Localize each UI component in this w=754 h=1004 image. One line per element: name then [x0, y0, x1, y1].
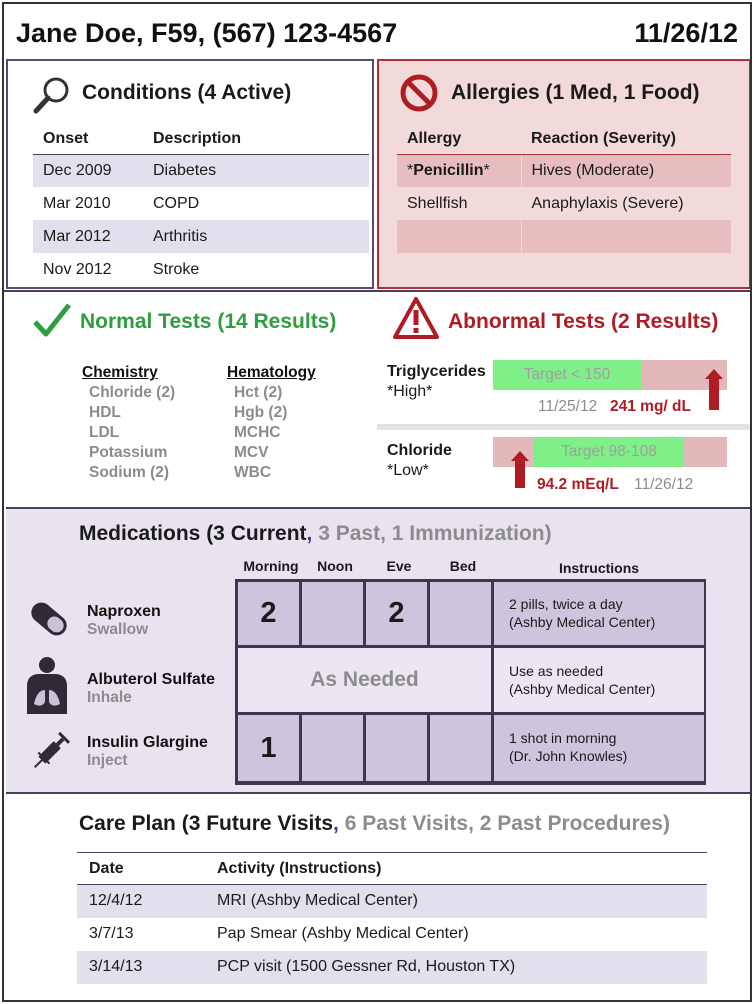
care-plan-title	[79, 812, 670, 836]
medication-schedule-grid	[235, 579, 706, 785]
dose-cell[interactable]	[430, 582, 491, 645]
care-plan-table	[77, 852, 707, 984]
divider	[377, 424, 752, 430]
magnifier-icon	[32, 75, 72, 115]
warning-icon	[392, 296, 440, 340]
test-item[interactable]: Hgb (2)	[234, 404, 288, 421]
col-description: Description	[143, 124, 369, 154]
table-row[interactable]	[33, 220, 369, 253]
reaction-cell: Hives (Moderate)	[521, 154, 731, 187]
test-flag: *Low*	[387, 462, 429, 479]
dose-cell[interactable]: 2	[366, 582, 427, 645]
title-main: Medications (3 Current	[79, 522, 307, 545]
value-marker	[515, 460, 525, 488]
range-bar	[493, 360, 727, 390]
allergies-table	[397, 124, 731, 253]
lungs-icon	[24, 656, 70, 714]
instruction-line: Use as needed	[509, 663, 604, 679]
col-activity: Activity (Instructions)	[205, 853, 707, 885]
prohibited-icon	[399, 73, 439, 113]
medication-insulin[interactable]	[87, 734, 208, 770]
table-row[interactable]	[33, 154, 369, 187]
instructions-cell	[494, 582, 704, 645]
date-cell: 3/14/13	[77, 951, 205, 984]
col-date: Date	[77, 853, 205, 885]
dose-cell[interactable]	[366, 715, 427, 781]
chemistry-list	[82, 363, 175, 483]
allergy-name: Penicillin	[413, 161, 484, 179]
onset-cell: Dec 2009	[33, 154, 143, 187]
allergies-title: Allergies (1 Med, 1 Food)	[451, 81, 700, 104]
activity-cell: Pap Smear (Ashby Medical Center)	[217, 925, 469, 942]
medication-name: Naproxen	[87, 603, 161, 620]
description-cell: Diabetes	[143, 154, 369, 187]
onset-cell: Mar 2012	[33, 220, 143, 253]
description-cell: Arthritis	[143, 220, 369, 253]
instructions-cell	[494, 648, 704, 712]
test-item[interactable]: LDL	[89, 424, 120, 441]
medication-name: Insulin Glargine	[87, 734, 208, 751]
onset-cell: Nov 2012	[43, 260, 112, 278]
onset-cell: Mar 2010	[43, 194, 111, 212]
col-reaction: Reaction (Severity)	[521, 124, 731, 154]
col-onset: Onset	[33, 124, 143, 154]
reaction-cell: Anaphylaxis (Severe)	[521, 187, 731, 220]
description-cell: COPD	[153, 194, 200, 212]
instructions-cell	[494, 715, 704, 781]
dose-cell[interactable]	[302, 582, 363, 645]
date-cell: 12/4/12	[77, 885, 205, 918]
syringe-icon	[26, 726, 76, 776]
table-row[interactable]	[33, 187, 369, 220]
dose-cell[interactable]	[302, 715, 363, 781]
medication-naproxen[interactable]	[87, 603, 161, 639]
chemistry-heading: Chemistry	[82, 364, 158, 381]
test-name: Chloride	[387, 442, 452, 459]
instruction-line: (Dr. John Knowles)	[509, 748, 628, 764]
emphasis-mark: *	[407, 161, 414, 179]
col-bed: Bed	[449, 558, 477, 574]
test-item[interactable]: Sodium (2)	[89, 464, 170, 481]
pill-icon	[24, 594, 74, 644]
test-item[interactable]: Hct (2)	[234, 384, 283, 401]
abnormal-test-triglycerides[interactable]	[387, 362, 486, 402]
medication-route: Swallow	[87, 621, 149, 638]
title-comma: ,	[306, 522, 313, 545]
abnormal-tests-title: Abnormal Tests (2 Results)	[448, 310, 719, 333]
as-needed-cell[interactable]: As Needed	[238, 648, 491, 712]
test-item[interactable]: HDL	[89, 404, 121, 421]
target-range: Target < 150	[493, 360, 641, 390]
medication-name: Albuterol Sulfate	[87, 671, 216, 688]
medication-route: Inhale	[87, 689, 132, 706]
emphasis-mark: *	[483, 161, 490, 179]
test-item[interactable]: MCHC	[234, 424, 281, 441]
title-main: Care Plan (3 Future Visits	[79, 812, 334, 835]
table-row[interactable]	[77, 918, 707, 951]
dose-cell[interactable]: 2	[238, 582, 299, 645]
dose-cell[interactable]: 1	[238, 715, 299, 781]
conditions-title: Conditions (4 Active)	[82, 81, 292, 104]
medication-albuterol[interactable]	[87, 671, 215, 707]
table-row[interactable]	[397, 187, 731, 220]
abnormal-test-chloride[interactable]	[387, 441, 452, 481]
checkmark-icon	[32, 302, 72, 338]
patient-header: Jane Doe, F59, (567) 123-4567	[16, 18, 398, 48]
col-eve: Eve	[386, 558, 412, 574]
normal-tests-title: Normal Tests (14 Results)	[80, 310, 337, 333]
table-row-empty	[397, 220, 731, 253]
test-item[interactable]: Potassium	[89, 444, 168, 461]
instruction-line: (Ashby Medical Center)	[509, 681, 656, 697]
col-allergy: Allergy	[397, 124, 521, 154]
value-marker	[709, 378, 719, 410]
conditions-table	[33, 124, 369, 286]
medication-route: Inject	[87, 752, 128, 769]
instruction-line: 1 shot in morning	[509, 730, 617, 746]
test-item[interactable]: Chloride (2)	[89, 384, 176, 401]
divider	[4, 290, 752, 292]
col-morning: Morning	[243, 558, 299, 574]
description-cell: Stroke	[153, 260, 200, 278]
test-item[interactable]: MCV	[234, 444, 269, 461]
medications-title	[79, 522, 552, 546]
title-comma: ,	[333, 812, 339, 835]
test-name: Triglycerides	[387, 363, 486, 380]
title-rest: 6 Past Visits, 2 Past Procedures)	[338, 812, 670, 835]
summary-date: 11/26/12	[634, 18, 738, 48]
test-date: 11/26/12	[634, 476, 694, 493]
table-row[interactable]	[33, 253, 369, 286]
instruction-line: 2 pills, twice a day	[509, 596, 623, 612]
conditions-panel	[6, 59, 374, 289]
test-value: 241 mg/ dL	[610, 398, 691, 415]
allergy-cell	[397, 154, 521, 187]
activity-cell: MRI (Ashby Medical Center)	[205, 885, 707, 918]
table-row[interactable]	[77, 885, 707, 918]
patient-summary	[2, 2, 752, 1002]
target-range: Target 98-108	[534, 437, 684, 467]
table-row[interactable]	[77, 951, 707, 984]
test-item[interactable]: WBC	[234, 464, 272, 481]
col-instructions: Instructions	[558, 560, 640, 576]
allergies-panel	[377, 59, 751, 289]
dose-cell[interactable]	[430, 715, 491, 781]
hematology-list	[227, 363, 316, 483]
test-flag: *High*	[387, 383, 433, 400]
test-value: 94.2 mEq/L	[537, 476, 619, 493]
allergy-name: Shellfish	[407, 194, 468, 212]
allergy-cell	[397, 187, 521, 220]
table-row[interactable]	[397, 154, 731, 187]
hematology-heading: Hematology	[227, 364, 316, 381]
date-cell: 3/7/13	[89, 925, 134, 942]
col-noon: Noon	[317, 558, 353, 574]
test-date: 11/25/12	[538, 398, 598, 415]
instruction-line: (Ashby Medical Center)	[509, 614, 656, 630]
title-rest: 3 Past, 1 Immunization)	[312, 522, 552, 545]
activity-cell: PCP visit (1500 Gessner Rd, Houston TX)	[205, 951, 707, 984]
